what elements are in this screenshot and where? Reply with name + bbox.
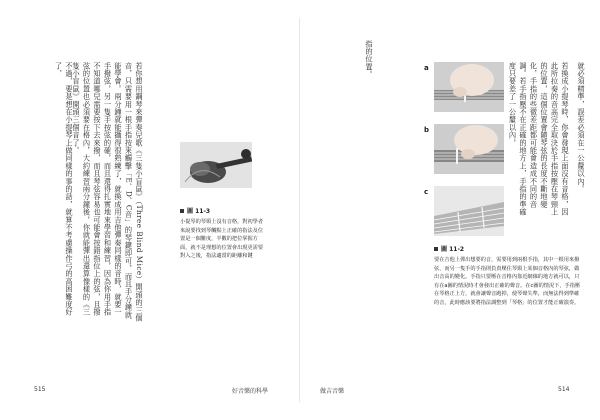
violin-neck-image (180, 142, 252, 188)
left-caption-text: 小提琴的琴頸上沒有音格，對初學者來說要找到琴觸點上正確的指法及位置是一個難度，半數的把位掌握方面，就不是理想的位置會出現更需要對入之後，指法適當的距離和鍵 (180, 219, 264, 259)
guitar-fret-image-a (434, 62, 504, 112)
left-caption-label: 圖 11-3 (187, 208, 211, 215)
left-running-title: 好音樂的科學 (232, 388, 269, 395)
guitar-fret-image-c (434, 186, 504, 236)
left-figure-caption (180, 206, 264, 261)
right-top-fragment: 指的位置。 (365, 40, 374, 79)
right-caption-text: 要在吉他上彈出想要的音，需要用到兩根手指，其中一根用來撥弦，而另一隻手的手指則負責壓住琴頸上某個音格內的琴弦，做出音高的變化。手指只要壓在音格內靠近網線的地方就可以，只有在a圖的情況時才會發出正確的聲音。在c圖的情況下，手指壓在琴格正上方，就會讓聲音跑掉，使琴聲失準，而無法得到準確的音，此時應該要將指法調整到「琴格」的位置才能正確演奏。 (434, 257, 581, 306)
left-paragraph-1: 若你想用鋼琴來彈奏兒歌《三隻小盲鼠》（Three Blind Mice）開頭的三個音，只需要用一根手指按來觸擊「E、D、C音」的琴鍵即可，而且手分鐘就能學會。兩分鐘就能攝得很熟練了，就換成用吉他彈奏同樣的音時，就要一手撥弦，另一隻手按弦的確，而且還得扎實地來學習和練習，因為你用手指不知道哪兒需要按下去來撥，而且琴弦容易也可能會按錯指位上的弦，且撥弦的位置也必須要在格內，大約練習兩分鐘後，你就能彈出還算像樣的《三隻小盲鼠》開頭三個音了。 (72, 62, 144, 322)
right-page-number: 514 (558, 386, 570, 393)
figure-letter-c: c (424, 188, 429, 196)
left-paragraph-2: 不過，要是想在小提琴上做同樣的事的話，就算不考慮操作弓的高困難度好了， (54, 62, 74, 317)
figure-letter-a: a (424, 64, 429, 72)
left-page-number: 515 (34, 386, 46, 393)
right-paragraph-1: 若換成小提琴時，你會發現上面沒有音格，因此所拉奏的音高完全取決於手指按壓在琴頸上的位置，這個位置會隨琴弦的長度不斷地變化，手指的些微差距都可能會造成不同的音調。若手指壓不在正確的地方上，手指的準確度只要差了一公釐以內， (508, 62, 570, 216)
figure-letter-b: b (424, 126, 430, 134)
caption-square-icon (434, 247, 438, 251)
right-figure-caption (434, 244, 584, 307)
guitar-photo-a (434, 62, 504, 112)
guitar-fret-image-b (434, 124, 504, 174)
right-paragraph-2: 就必須精準，誤差必須在一公釐以內。 (577, 62, 586, 193)
violin-neck-photo (180, 142, 252, 188)
guitar-photo-b (434, 124, 504, 174)
guitar-photo-c (434, 186, 504, 236)
right-page (300, 0, 600, 420)
right-caption-label: 圖 11-2 (441, 246, 465, 253)
right-running-title: 做吉音樂 (320, 388, 345, 395)
caption-square-icon (180, 209, 184, 213)
